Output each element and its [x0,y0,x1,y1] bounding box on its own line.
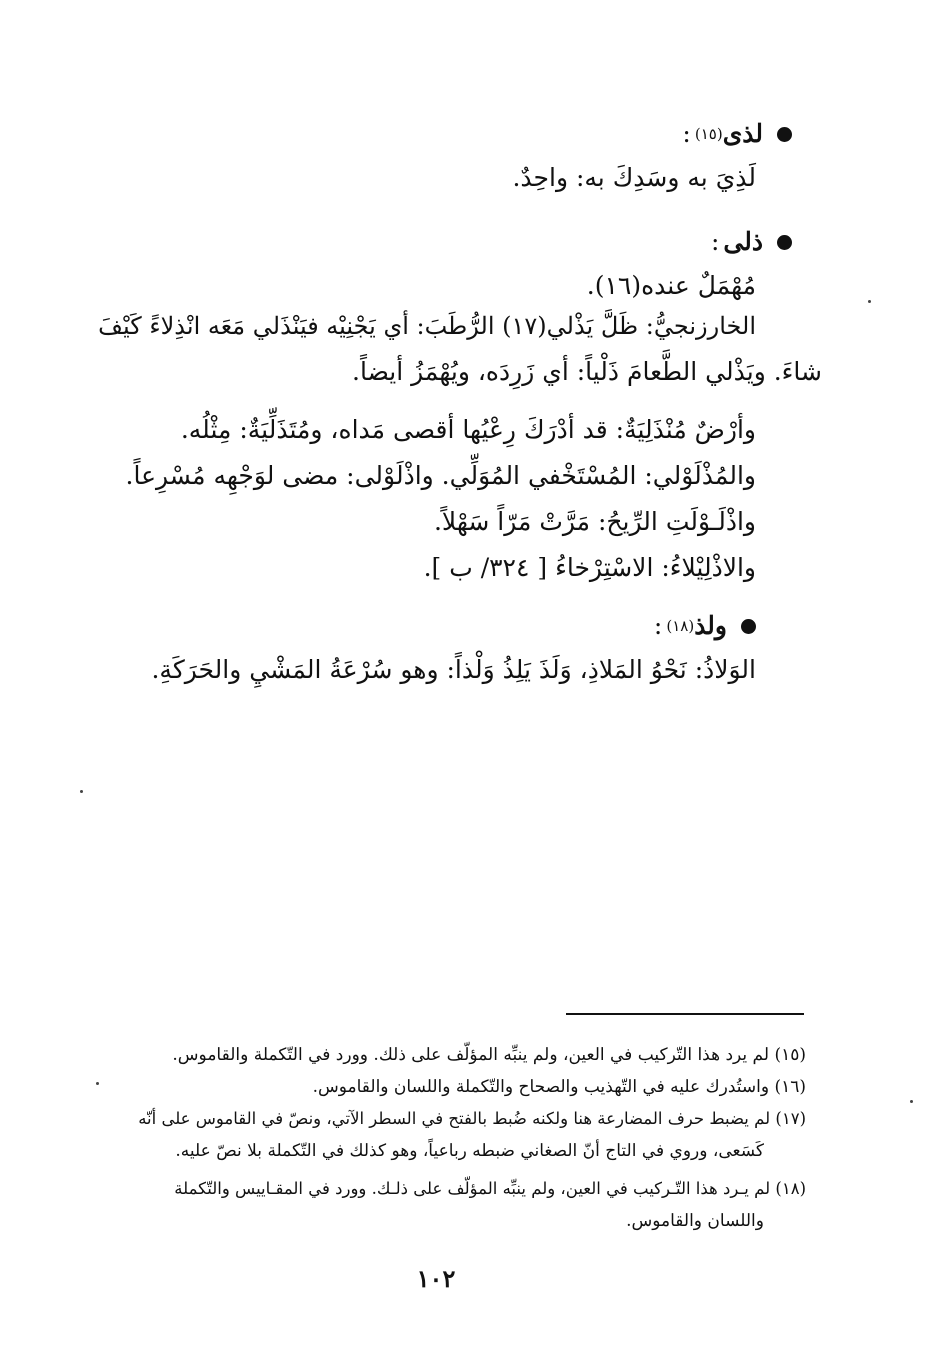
entry-text-line: لَذِيَ به وسَدِكَ به: واحِدٌ. [512,163,756,192]
entry-text-line: الخارزنجيُّ: ظَلَّ يَذْلي(١٧) الرُّطَبَ: أي يَجْنِيْه فيَنْذَلي مَعَه انْذِلاءً كَيْفَ [98,312,756,340]
scan-speck [96,1082,99,1085]
entry-text-line: الوَلاذُ: نَحْوُ المَلاذِ، وَلَذَ يَلِذُ وَلْذاً: وهو سُرْعَةُ المَشْيِ والحَرَكَةِ. [151,655,756,684]
entry-heading-dhly [711,222,792,262]
footnote-18-line2: واللسان والقاموس. [626,1211,764,1231]
footnote-18-line1: (١٨) لم يـرد هذا التّـركيب في العين، ولم ينبِّه المؤلّف على ذلـك. وورد في المقـاييس والتّكملة [174,1179,806,1198]
heading-colon: : [710,227,720,256]
footnote-ref: (١٥) [694,125,723,143]
bullet-icon [741,619,756,634]
entry-text-line: شاءَ. ويَذْلي الطَّعامَ ذَلْياً: أي زَرِدَه، ويُهْمَزُ أيضاً. [352,357,822,386]
footnote-16: (١٦) واستُدرك عليه في التّهذيب والصحاح والتّكملة واللسان والقاموس. [312,1077,806,1097]
scan-speck [80,790,83,793]
heading-colon: : [682,119,691,148]
scan-speck [910,1100,913,1103]
footnote-17-line2: كَسَعى، وروي في التاج أنّ الصغاني ضبطه رباعياً، وهو كذلك في التّكملة بلا نصّ عليه. [175,1141,764,1161]
footnote-15: (١٥) لم يرد هذا التّركيب في العين، ولم ينبِّه المؤلّف على ذلك. وورد في التّكملة والقاموس. [172,1045,806,1065]
bullet-icon [777,235,792,250]
entry-text-line: وأرْضٌ مُنْذَلِيَةٌ: قد أدْرَكَ رِعْيُها أقصى مَداه، ومُتَذَلِّيَةٌ: مِثْلُه. [180,415,756,444]
headword: ذلى [723,227,763,256]
entry-heading-ldhy [682,114,792,154]
headword: ولذ [694,611,727,640]
entry-text-line: والاذْلِيْلاءُ: الاسْتِرْخاءُ [ ٣٢٤/ ب ]. [423,553,756,582]
page-number: ١٠٢ [416,1264,456,1293]
scan-speck [868,300,871,303]
headword: لذى [722,119,763,148]
heading-colon: : [653,611,663,640]
entry-text-line: والمُذْلَوْلي: المُسْتَخْفي المُوَلِّي. واذْلَوْلى: مضى لوَجْهِه مُسْرِعاً. [125,461,756,490]
entry-text-line: مُهْمَلٌ عنده(١٦). [586,271,756,300]
footnote-divider [566,1013,804,1015]
footnote-17-line1: (١٧) لم يضبط حرف المضارعة هنا ولكنه ضُبط بالفتح في السطر الآتي، ونصّ في القاموس على أنّه [138,1109,806,1128]
entry-heading-wldh [654,606,756,646]
bullet-icon [777,127,792,142]
entry-text-line: واذْلَـوْلَتِ الرِّيحُ: مَرَّتْ مَرّاً سَهْلاً. [433,507,756,536]
footnote-ref: (١٨) [666,617,695,635]
